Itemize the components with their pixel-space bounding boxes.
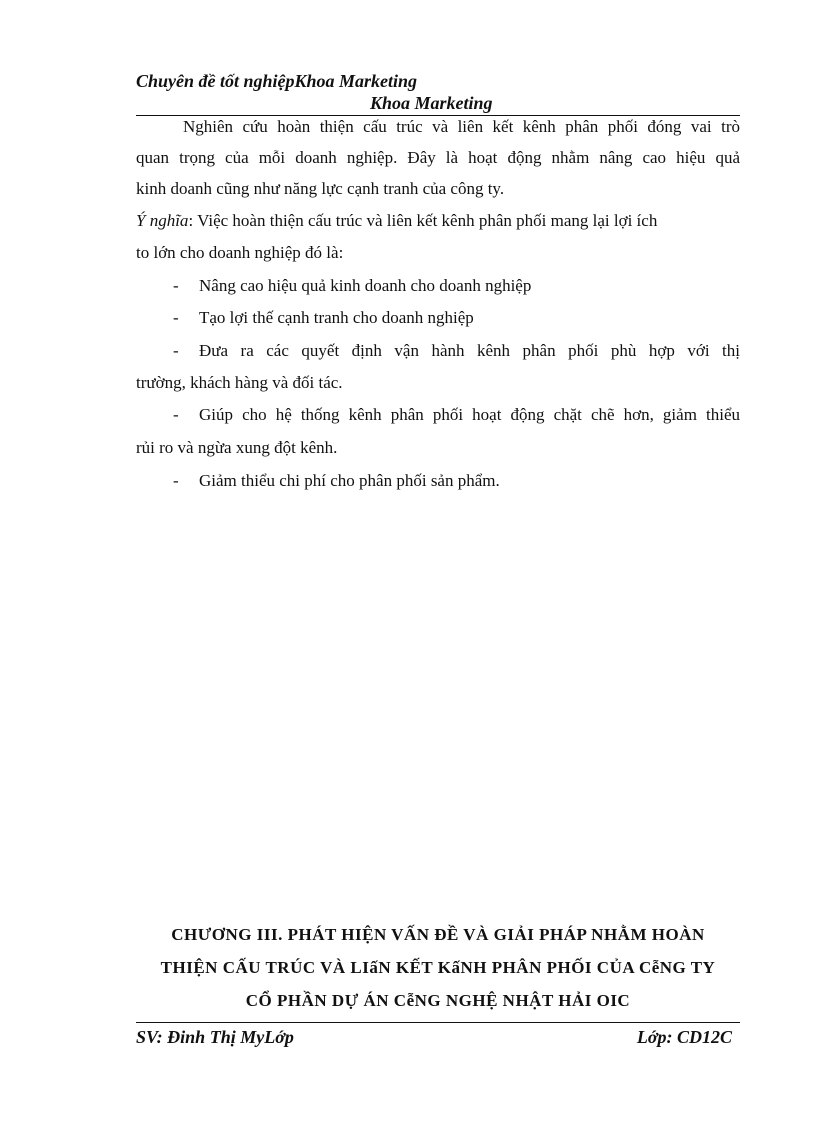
paragraph-line: kinh doanh cũng như năng lực cạnh tranh của công ty.	[136, 179, 505, 198]
list-item-continuation: rủi ro và ngừa xung đột kênh.	[136, 438, 338, 457]
bullet-dash: -	[173, 341, 179, 360]
bullet-dash: -	[173, 405, 179, 424]
list-item-text: Giúp cho hệ thống kênh phân phối hoạt động chặt chẽ hơn, giảm thiểu	[199, 405, 740, 424]
bullet-dash: -	[173, 308, 179, 327]
chapter-heading-line: CHƯƠNG III. PHÁT HIỆN VẤN ĐỀ VÀ GIẢI PHÁP NHẰM HOÀN	[171, 925, 705, 944]
meaning-text: : Việc hoàn thiện cấu trúc và liên kết kênh phân phối mang lại lợi ích	[188, 211, 658, 230]
meaning-label: Ý nghĩa	[136, 211, 189, 230]
footer-student: SV: Đinh Thị MyLớp	[136, 1027, 294, 1047]
list-item-text: Tạo lợi thế cạnh tranh cho doanh nghiệp	[199, 308, 474, 327]
chapter-heading-line: THIỆN CẤU TRÚC VÀ LIấN KẾT KấNH PHÂN PHỐI CỦA CễNG TY	[160, 958, 716, 977]
header-department: Khoa Marketing	[370, 93, 493, 113]
list-item-continuation: trường, khách hàng và đối tác.	[136, 373, 343, 392]
footer-divider	[136, 1022, 740, 1023]
meaning-line-2: to lớn cho doanh nghiệp đó là:	[136, 243, 344, 262]
bullet-dash: -	[173, 471, 179, 490]
meaning-line	[136, 210, 657, 232]
header-title: Chuyên đề tốt nghiệpKhoa Marketing	[136, 71, 418, 91]
list-item-text: Giảm thiểu chi phí cho phân phối sản phẩm.	[199, 471, 500, 490]
paragraph-line: Nghiên cứu hoàn thiện cấu trúc và liên kết kênh phân phối đóng vai trò	[183, 117, 740, 136]
footer-class: Lớp: CD12C	[636, 1027, 732, 1047]
bullet-dash: -	[173, 276, 179, 295]
list-item-text: Đưa ra các quyết định vận hành kênh phân phối phù hợp với thị	[199, 341, 740, 360]
paragraph-line: quan trọng của mỗi doanh nghiệp. Đây là hoạt động nhằm nâng cao hiệu quả	[136, 148, 740, 167]
chapter-heading-line: CỔ PHẦN DỰ ÁN CễNG NGHỆ NHẬT HẢI OIC	[245, 991, 631, 1010]
list-item-text: Nâng cao hiệu quả kinh doanh cho doanh nghiệp	[199, 276, 532, 295]
